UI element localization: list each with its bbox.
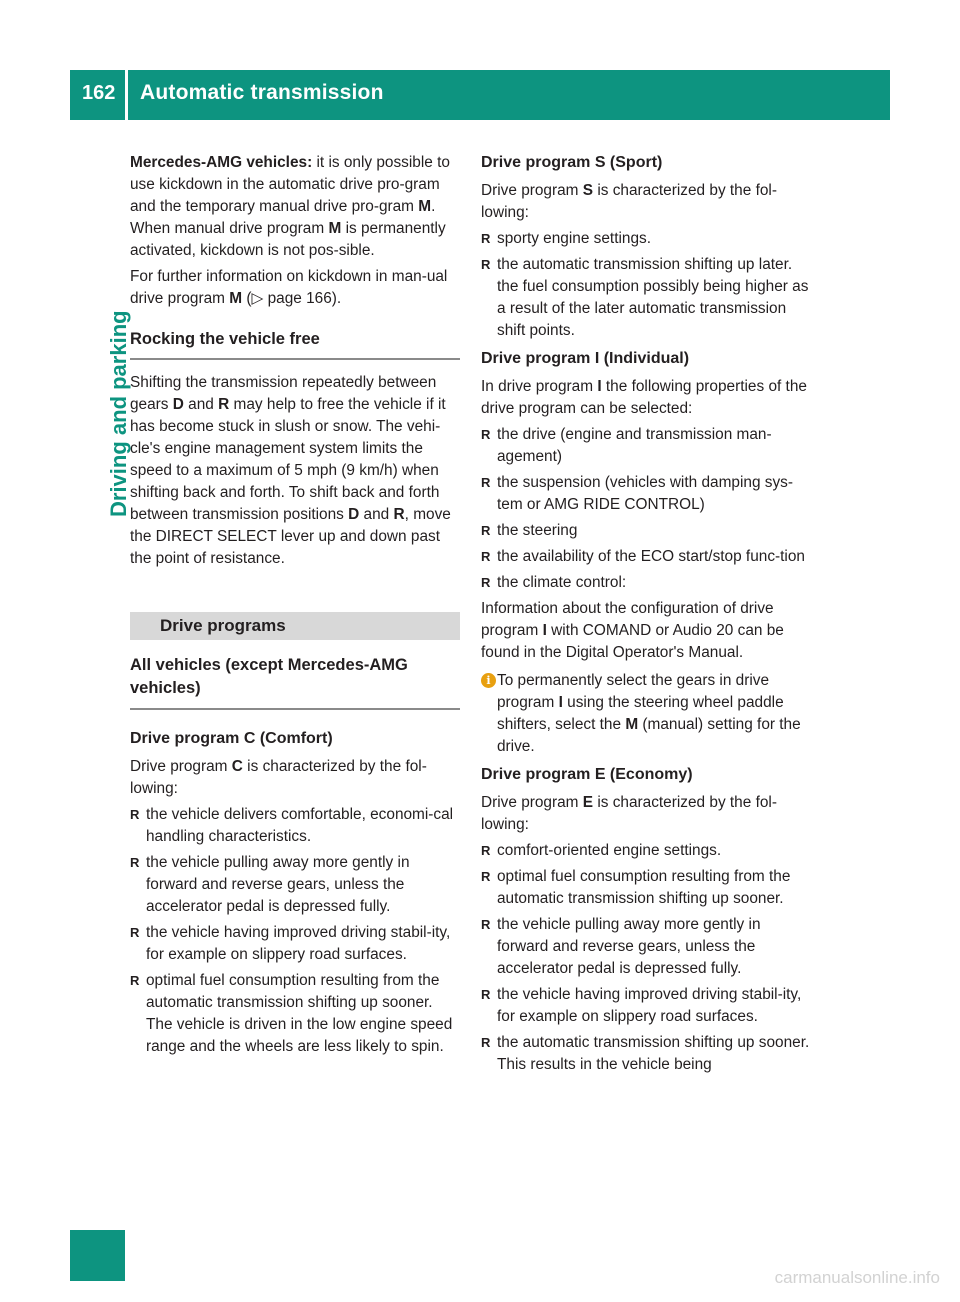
list-item: R optimal fuel consumption resulting from the automatic transmission shifting up sooner. [481,866,814,910]
program-i-list [481,424,814,594]
page-header [70,70,890,120]
program-s-intro: Drive program S is characterized by the fol-lowing: [481,182,777,221]
chapter-title: Automatic transmission [140,81,384,104]
list-item: R the vehicle delivers comfortable, economi-cal handling characteristics. [130,804,460,848]
side-tab-label: Driving and parking [106,310,131,517]
program-i-heading: Drive program I (Individual) [481,350,690,367]
info-note-text: To permanently select the gears in drive program I using the steering wheel paddle shifters, select the M (manual) setting for the drive. [497,672,801,755]
list-item: R the climate control: [481,572,814,594]
program-c-list [130,804,460,1058]
program-s-heading: Drive program S (Sport) [481,154,663,171]
program-e-list [481,840,814,1076]
left-column [130,152,460,1062]
side-tab-marker [70,1230,125,1281]
list-item: R optimal fuel consumption resulting from the automatic transmission shifting up sooner. The vehicle is driven in the low engine speed range and the wheels are less likely to spin. [130,970,460,1058]
list-item: R the steering [481,520,814,542]
list-item: R the drive (engine and transmission man-agement) [481,424,814,468]
program-c-intro: Drive program C is characterized by the fol-lowing: [130,758,427,797]
page-reference-link[interactable]: page 166). [263,290,342,307]
list-item: R the suspension (vehicles with damping sys-tem or AMG RIDE CONTROL) [481,472,814,516]
page-reference-arrow-icon: ▷ [251,290,264,307]
list-item: R the availability of the ECO start/stop func-tion [481,546,814,568]
rocking-paragraph: Shifting the transmission repeatedly between gears D and R may help to free the vehicle if it has become stuck in slush or snow. The vehi-cle's engine management system limits the speed to a maximum of 5 mph (9 km/h) when shifting back and forth. To shift back and forth between transmission positions D and R, move the DIRECT SELECT lever up and down past the point of resistance. [130,374,451,567]
program-c-heading: Drive program C (Comfort) [130,730,333,747]
amg-note-lead: Mercedes-AMG vehicles: [130,154,313,171]
page-number: 162 [82,82,116,104]
info-note [481,670,814,758]
list-item: R the vehicle having improved driving stabil-ity, for example on slippery road surfaces. [481,984,814,1028]
amg-note-paragraph: Mercedes-AMG vehicles: it is only possible to use kickdown in the automatic drive pro-gram and the temporary manual drive pro-gram M. When manual drive program M is permanently activated, kickdown is not pos-sible. [130,154,450,259]
list-item: R comfort-oriented engine settings. [481,840,814,862]
side-tab [70,121,131,1281]
section-title: Drive programs [130,612,460,640]
program-e-heading: Drive program E (Economy) [481,766,693,783]
program-i-info: Information about the configuration of drive program I with COMAND or Audio 20 can be found in the Digital Operator's Manual. [481,600,784,661]
program-s-list [481,228,814,342]
list-item: R the automatic transmission shifting up later. the fuel consumption possibly being higher as a result of the later automatic transmission shift points. [481,254,814,342]
info-icon: i [481,673,496,688]
program-e-intro: Drive program E is characterized by the fol-lowing: [481,794,777,833]
header-divider [125,70,128,120]
list-item: R the vehicle pulling away more gently in forward and reverse gears, unless the accelerator pedal is depressed fully. [481,914,814,980]
rocking-heading: Rocking the vehicle free [130,328,460,360]
right-column [481,152,814,1080]
list-item: R the vehicle having improved driving stabil-ity, for example on slippery road surfaces. [130,922,460,966]
subsection-title: All vehicles (except Mercedes-AMG vehicles) [130,640,460,710]
list-item: R sporty engine settings. [481,228,814,250]
kickdown-reference: For further information on kickdown in man-ual drive program M (▷ page 166). [130,268,448,307]
watermark: carmanualsonline.info [774,1268,940,1287]
list-item: R the vehicle pulling away more gently in forward and reverse gears, unless the accelerator pedal is depressed fully. [130,852,460,918]
list-item: R the automatic transmission shifting up sooner. This results in the vehicle being [481,1032,814,1076]
program-i-intro: In drive program I the following properties of the drive program can be selected: [481,378,807,417]
